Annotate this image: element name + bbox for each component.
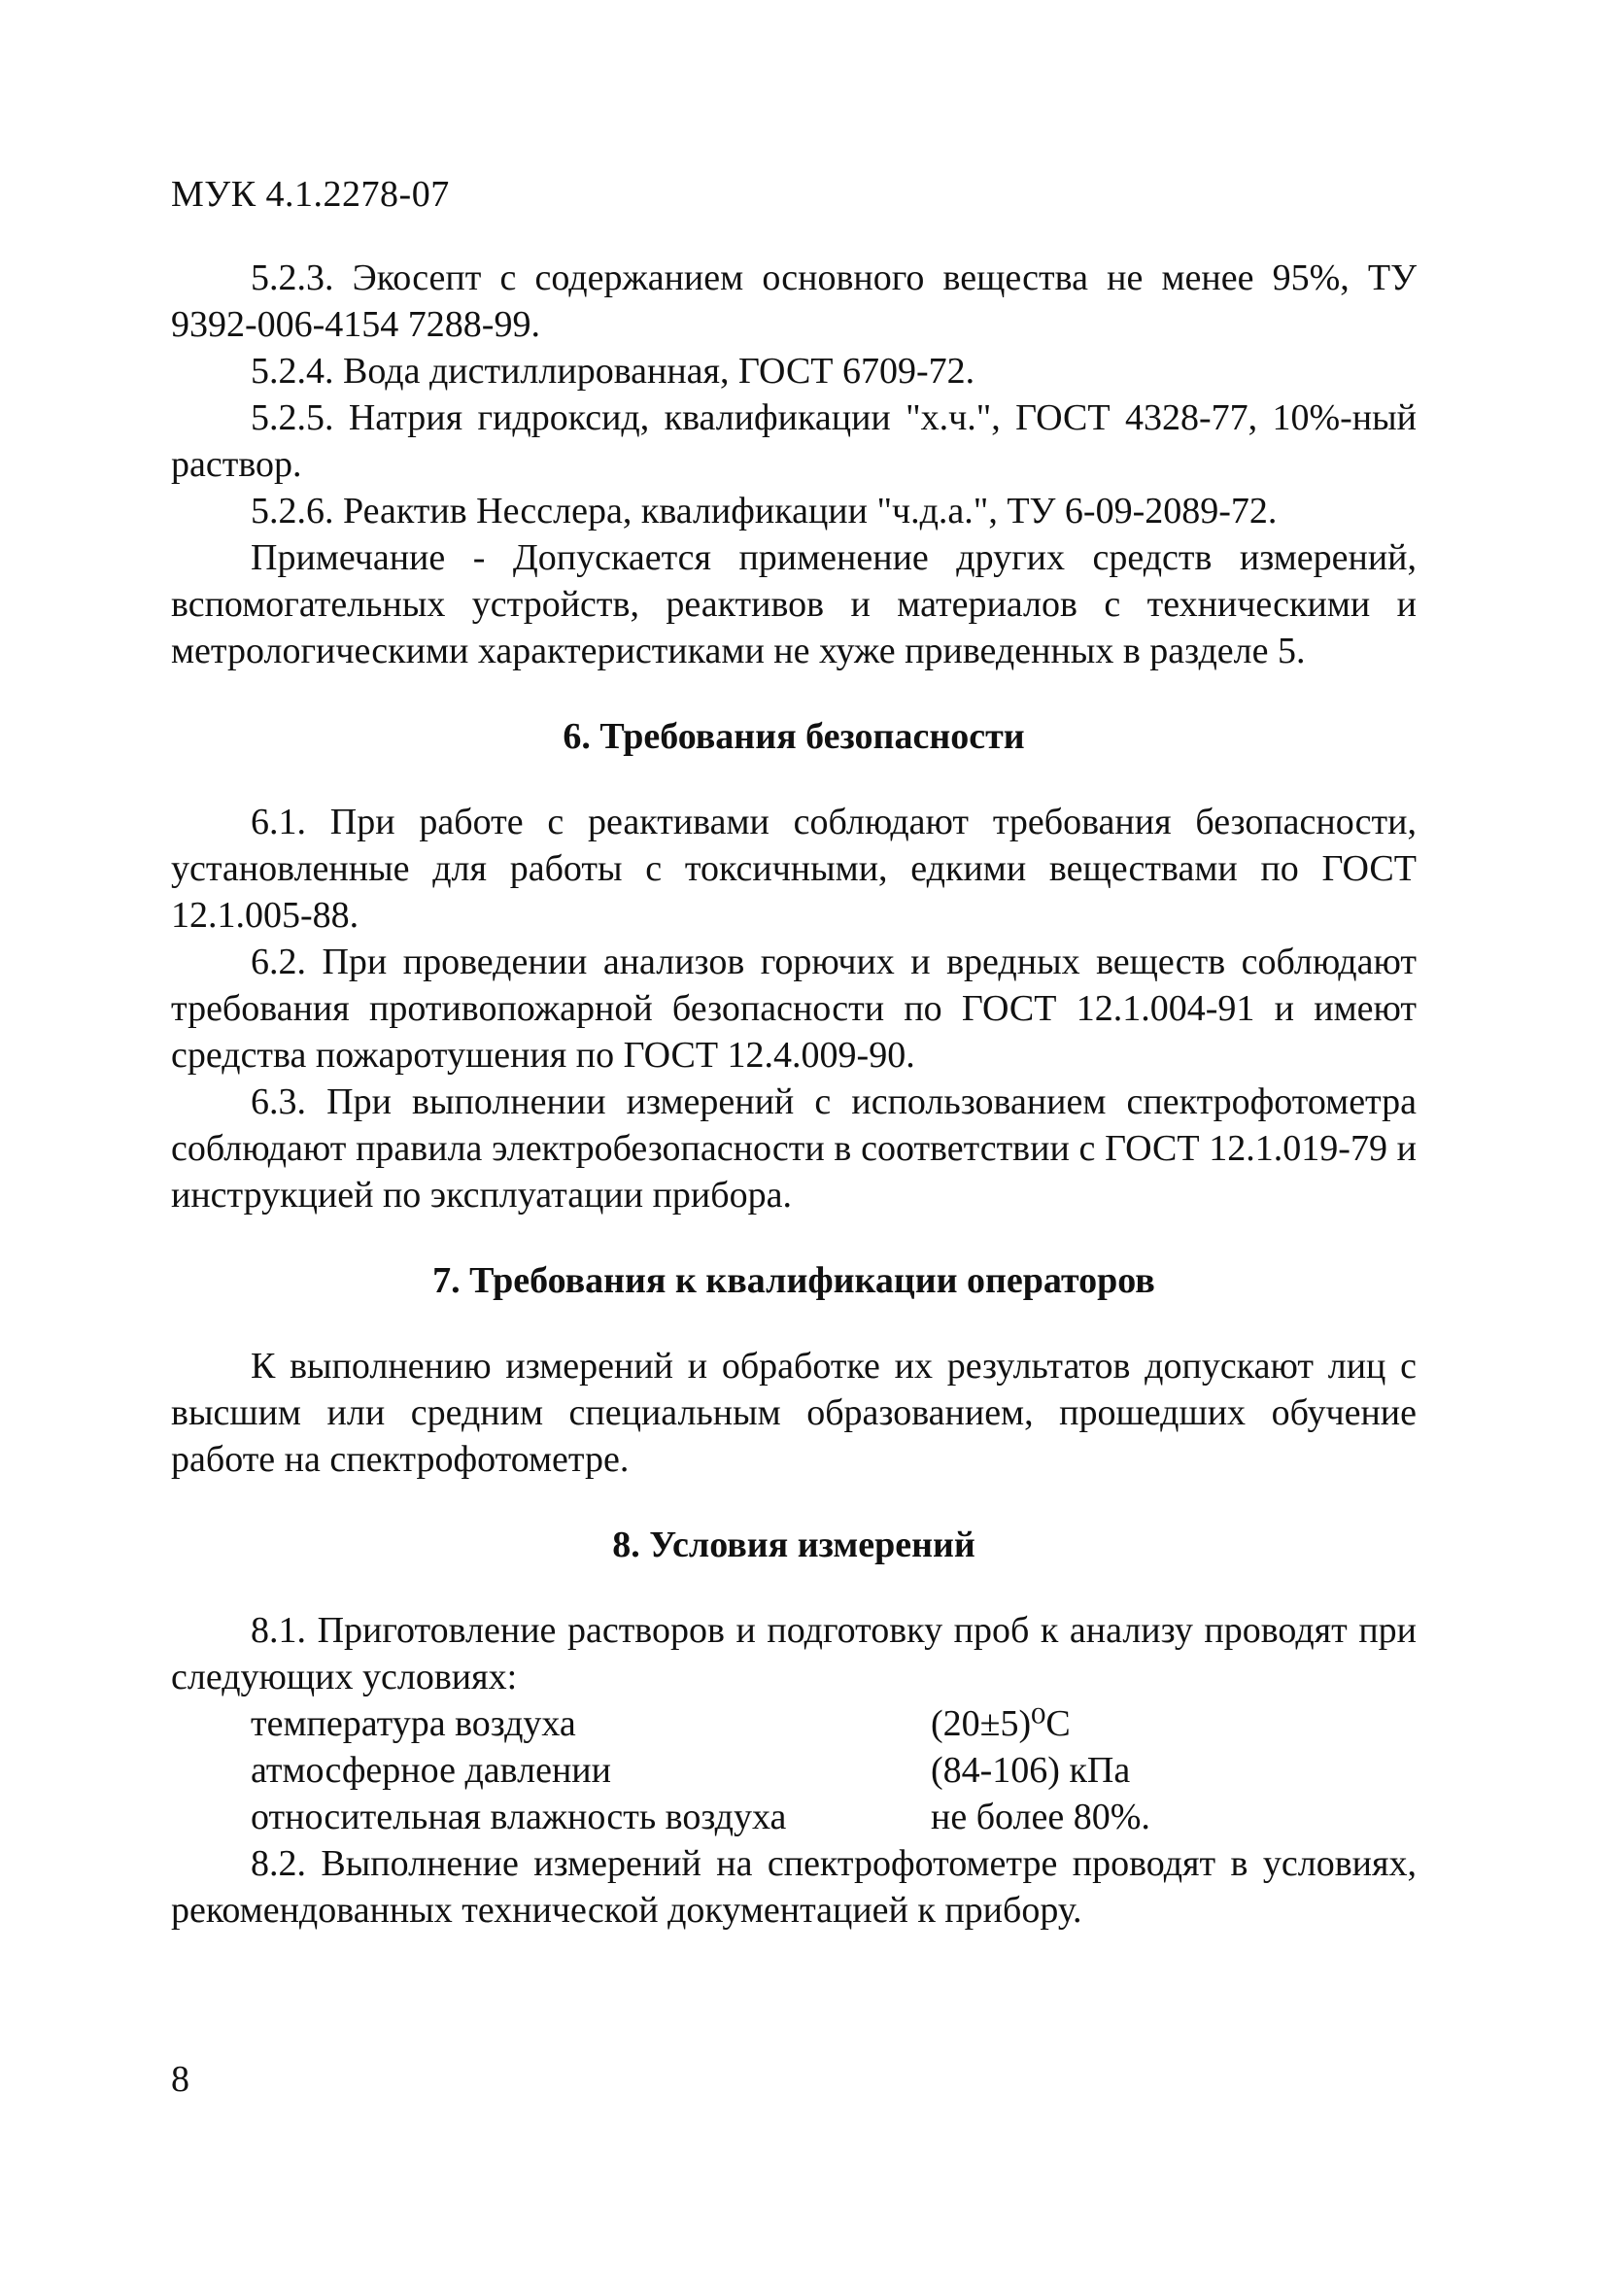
document-code-header: МУК 4.1.2278-07 [171, 174, 450, 215]
condition-row [251, 1794, 1417, 1840]
section-7-heading: 7. Требования к квалификации операторов [432, 1260, 1155, 1301]
paragraph-5-2-5: 5.2.5. Натрия гидроксид, квалификации "х.ч.", ГОСТ 4328-77, 10%-ный раствор. [171, 397, 1417, 485]
paragraph-6-3: 6.3. При выполнении измерений с использованием спектрофотометра соблюдают правила электробезопасности в соответствии с ГОСТ 12.1.019-79 и инструкцией по эксплуатации прибора. [171, 1081, 1417, 1216]
paragraph-6-1: 6.1. При работе с реактивами соблюдают требования безопасности, установленные для работы с токсичными, едкими веществами по ГОСТ 12.1.005-88. [171, 802, 1417, 936]
condition-label: температура воздуха [251, 1703, 576, 1744]
condition-row [251, 1700, 1417, 1747]
paragraph-5-2-6: 5.2.6. Реактив Несслера, квалификации "ч.д.а.", ТУ 6-09-2089-72. [251, 491, 1278, 531]
condition-value: не более 80%. [931, 1797, 1150, 1837]
condition-value: (20±5)⁰С [931, 1703, 1071, 1744]
condition-value: (84-106) кПа [931, 1750, 1131, 1791]
paragraph-5-2-4: 5.2.4. Вода дистиллированная, ГОСТ 6709-72. [251, 351, 975, 392]
condition-label: относительная влажность воздуха [251, 1797, 787, 1837]
section-6-heading: 6. Требования безопасности [563, 716, 1025, 757]
paragraph-6-2: 6.2. При проведении анализов горючих и вредных веществ соблюдают требования противопожарной безопасности по ГОСТ 12.1.004-91 и имеют средства пожаротушения по ГОСТ 12.4.009-90. [171, 942, 1417, 1076]
condition-label: атмосферное давлении [251, 1750, 611, 1791]
paragraph-8-1: 8.1. Приготовление растворов и подготовку проб к анализу проводят при следующих условиях: [171, 1610, 1417, 1697]
paragraph-8-2: 8.2. Выполнение измерений на спектрофотометре проводят в условиях, рекомендованных технической документацией к прибору. [171, 1843, 1417, 1931]
condition-row [251, 1747, 1417, 1794]
section-8-heading: 8. Условия измерений [612, 1525, 975, 1565]
paragraph-5-2-3: 5.2.3. Экосепт с содержанием основного вещества не менее 95%, ТУ 9392-006-4154 7288-99. [171, 257, 1417, 345]
paragraph-7: К выполнению измерений и обработке их результатов допускают лиц с высшим или средним специальным образованием, прошедших обучение работе на спектрофотометре. [171, 1346, 1417, 1480]
note-paragraph: Примечание - Допускается применение других средств измерений, вспомогательных устройств, реактивов и материалов с техническими и метрологическими характеристиками не хуже приведенных в разделе 5. [171, 537, 1417, 671]
document-body [171, 255, 1417, 1934]
page-number: 8 [171, 2059, 189, 2100]
